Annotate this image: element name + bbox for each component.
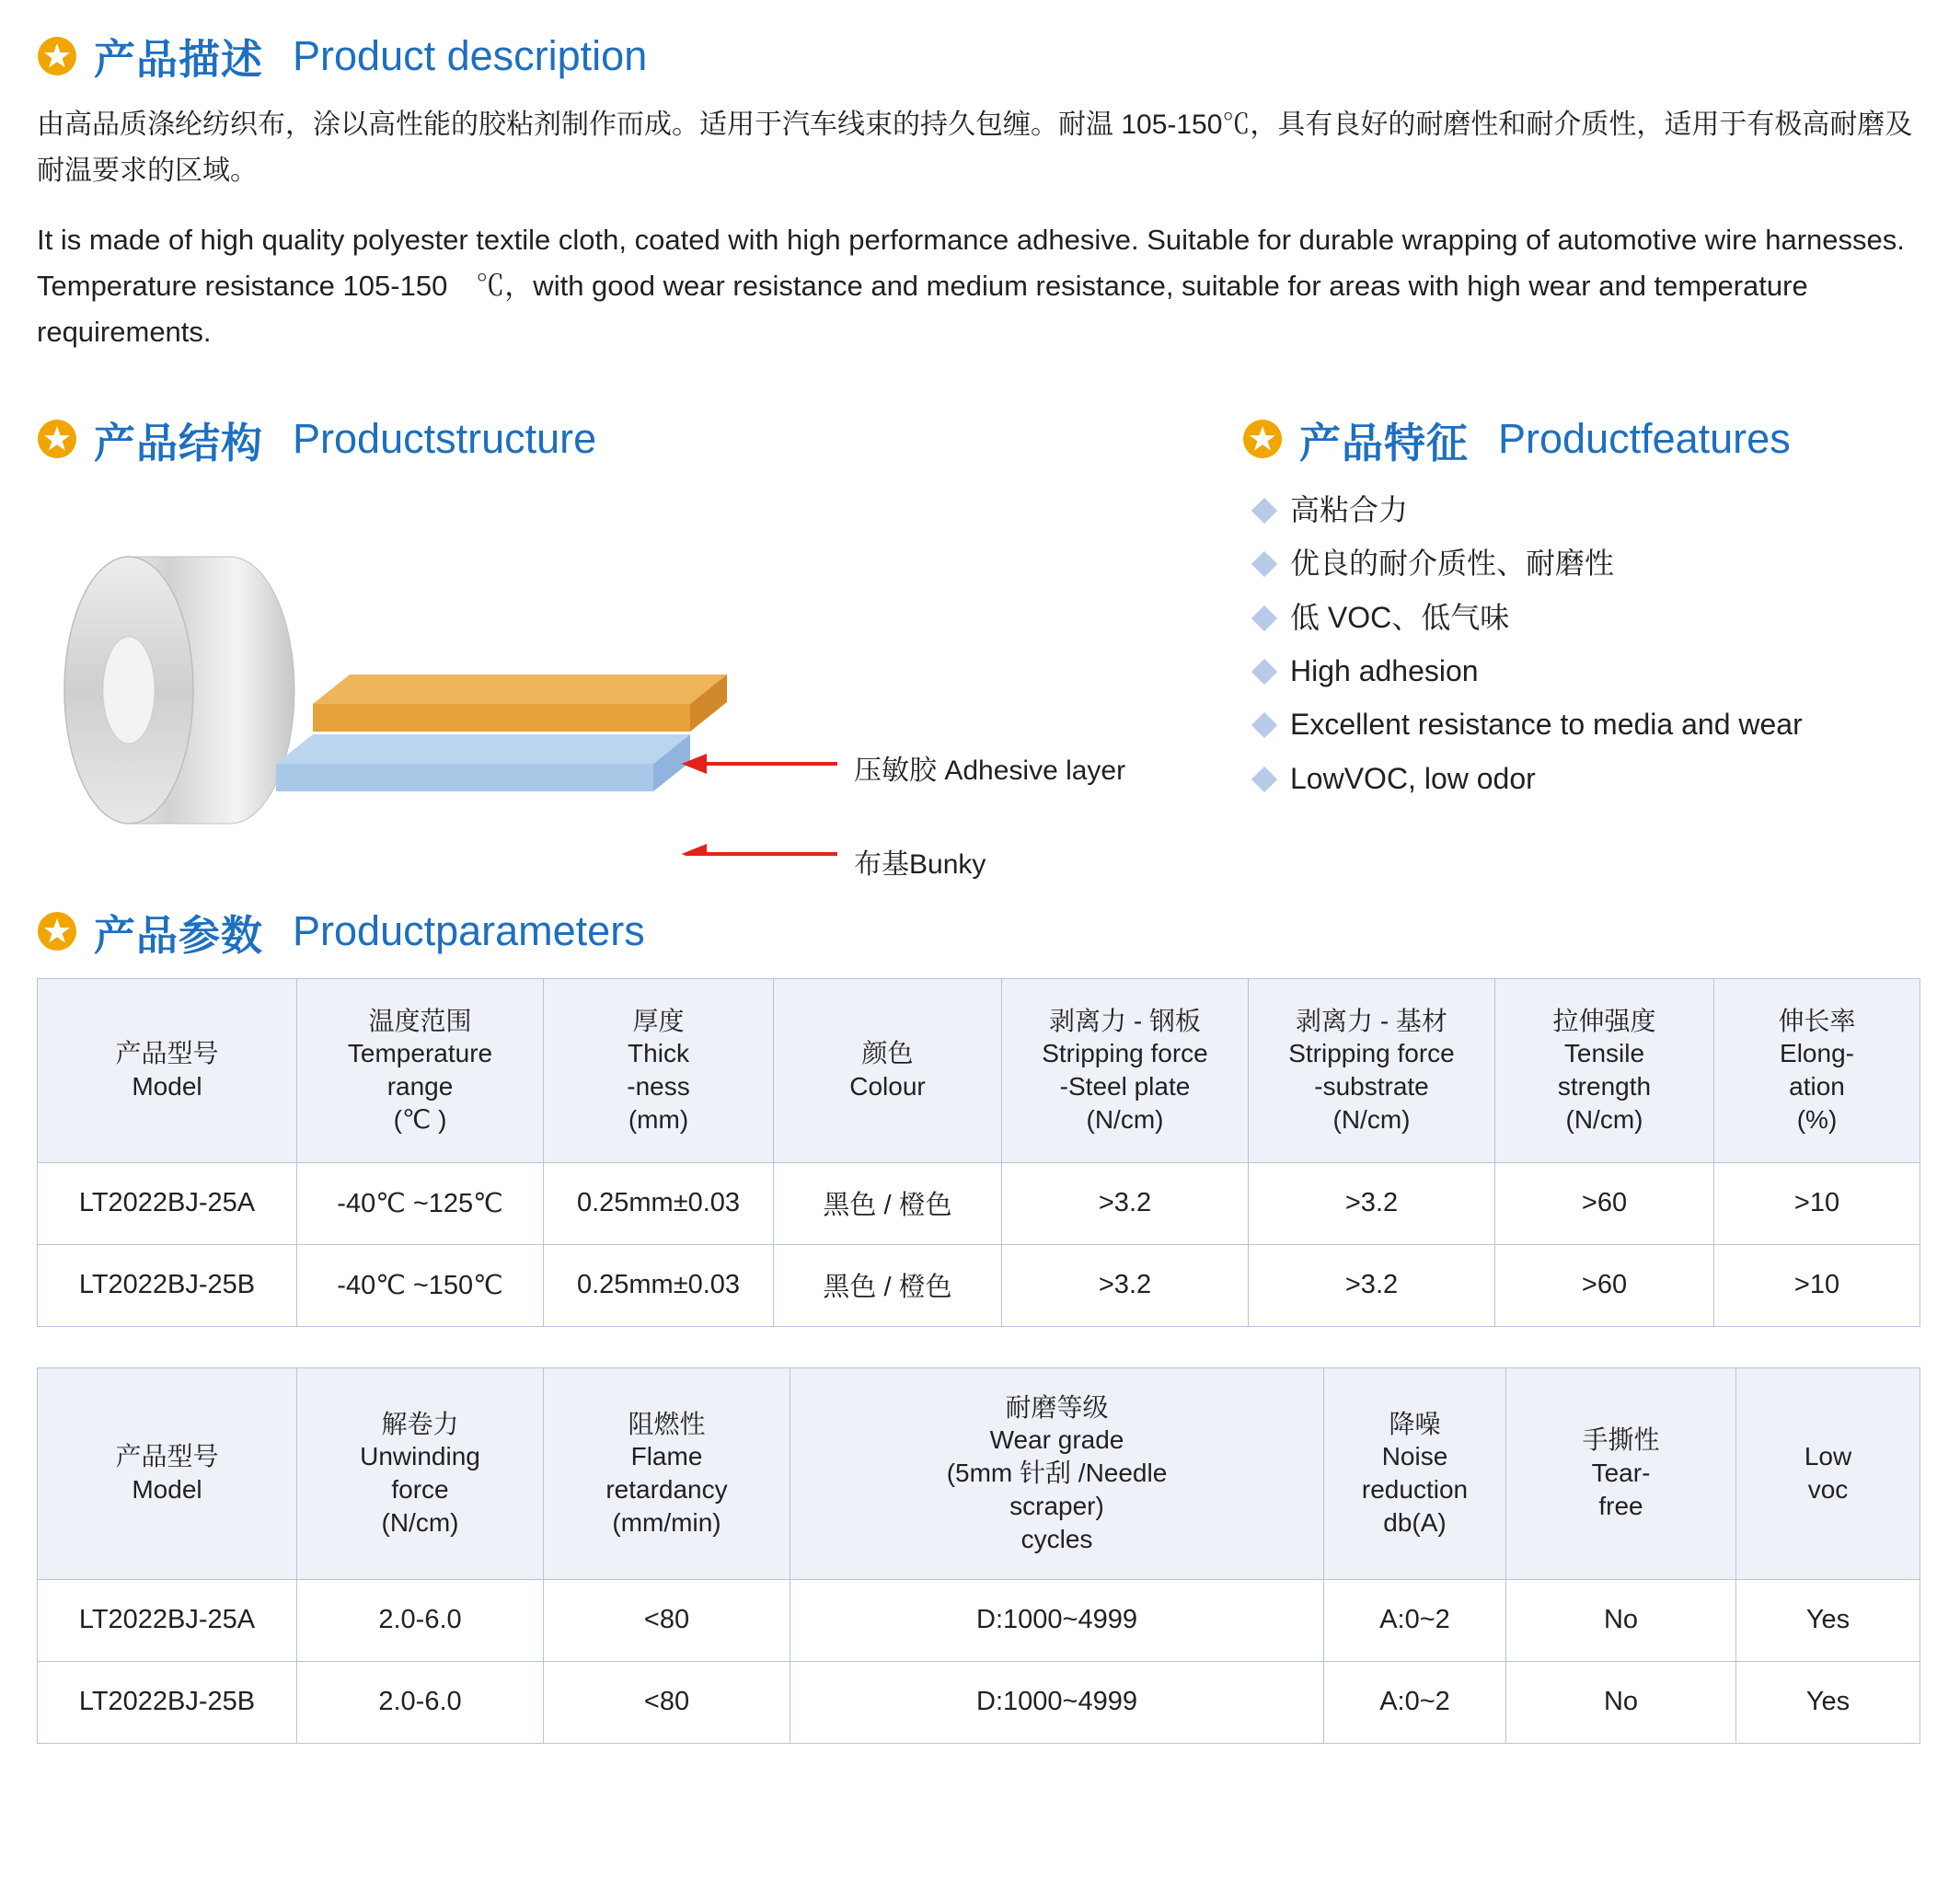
structure-column <box>37 409 1215 880</box>
table-cell: >60 <box>1495 1162 1714 1244</box>
table-cell: >3.2 <box>1002 1162 1249 1244</box>
column-header: 解卷力 Unwinding force (N/cm) <box>297 1367 544 1579</box>
structure-illustration <box>37 488 1215 880</box>
section-title-cn: 产品参数 <box>94 911 264 959</box>
table-cell: >60 <box>1495 1244 1714 1326</box>
diamond-bullet-icon <box>1251 659 1277 685</box>
column-header: 产品型号 Model <box>38 978 297 1162</box>
star-icon <box>37 36 77 76</box>
column-header: 耐磨等级 Wear grade (5mm 针刮 /Needle scraper) cycles <box>790 1367 1324 1579</box>
table-cell: <80 <box>544 1579 790 1661</box>
table-cell: LT2022BJ-25B <box>38 1244 297 1326</box>
table-cell: >3.2 <box>1249 1162 1495 1244</box>
section-title-en: Productfeatures <box>1498 415 1791 463</box>
table-cell: 2.0-6.0 <box>297 1579 544 1661</box>
section-header-description <box>37 26 1923 86</box>
diamond-bullet-icon <box>1251 498 1277 524</box>
feature-text: LowVOC, low odor <box>1290 761 1536 795</box>
table-cell: >3.2 <box>1249 1244 1495 1326</box>
feature-text: 优良的耐介质性、耐磨性 <box>1290 547 1615 581</box>
table-cell: D:1000~4999 <box>790 1579 1324 1661</box>
list-item <box>1255 651 1923 692</box>
feature-text: 高粘合力 <box>1290 492 1409 526</box>
section-header-parameters <box>37 902 1923 962</box>
feature-text: Excellent resistance to media and wear <box>1290 708 1803 742</box>
list-item <box>1255 597 1923 639</box>
column-header: 产品型号 Model <box>38 1367 297 1579</box>
section-title-en: Productparameters <box>293 907 645 955</box>
table-cell: <80 <box>544 1661 790 1743</box>
column-header: 阻燃性 Flame retardancy (mm/min) <box>544 1367 790 1579</box>
column-header: 伸长率 Elong- ation (%) <box>1714 978 1920 1162</box>
diamond-bullet-icon <box>1251 767 1277 792</box>
table-cell: No <box>1506 1661 1736 1743</box>
table-cell: 黑色 / 橙色 <box>774 1244 1002 1326</box>
description-text-cn: 由高品质涤纶纺织布，涂以高性能的胶粘剂制作而成。适用于汽车线束的持久包缠。耐温 105-150℃，具有良好的耐磨性和耐介质性，适用于有极高耐磨及耐温要求的区域。 <box>37 110 1913 186</box>
table-cell: A:0~2 <box>1324 1579 1506 1661</box>
table-header-row <box>38 1367 1920 1579</box>
diamond-bullet-icon <box>1251 605 1277 630</box>
column-header: 剥离力 - 钢板 Stripping force -Steel plate (N/cm) <box>1002 978 1249 1162</box>
table-cell: >10 <box>1714 1162 1920 1244</box>
table-cell: Yes <box>1736 1579 1920 1661</box>
table-cell: 0.25mm±0.03 <box>544 1162 774 1244</box>
table-cell: >10 <box>1714 1244 1920 1326</box>
section-title-en: Product description <box>293 31 648 79</box>
column-header: 剥离力 - 基材 Stripping force -substrate (N/cm) <box>1249 978 1495 1162</box>
column-header: 温度范围 Temperature range (℃ ) <box>297 978 544 1162</box>
section-title-cn: 产品描述 <box>94 36 264 83</box>
table-cell: 黑色 / 橙色 <box>774 1162 1002 1244</box>
table-cell: >3.2 <box>1002 1244 1249 1326</box>
table-cell: -40℃ ~125℃ <box>297 1162 544 1244</box>
table-cell: 2.0-6.0 <box>297 1661 544 1743</box>
diamond-bullet-icon <box>1251 712 1277 738</box>
list-item <box>1255 704 1923 745</box>
table-row <box>38 1661 1920 1743</box>
table-cell: -40℃ ~150℃ <box>297 1244 544 1326</box>
feature-text: High adhesion <box>1290 653 1479 687</box>
column-header: 手撕性 Tear- free <box>1506 1367 1736 1579</box>
structure-features-row <box>37 409 1923 880</box>
column-header: 拉伸强度 Tensile strength (N/cm) <box>1495 978 1714 1162</box>
column-header: Low voc <box>1736 1367 1920 1579</box>
column-header: 降噪 Noise reduction db(A) <box>1324 1367 1506 1579</box>
table-cell: A:0~2 <box>1324 1661 1506 1743</box>
star-icon <box>37 419 77 459</box>
features-column <box>1215 409 1923 813</box>
label-adhesive-layer: 压敏胶 Adhesive layer <box>854 755 1126 786</box>
column-header: 颜色 Colour <box>774 978 1002 1162</box>
table-cell: LT2022BJ-25B <box>38 1661 297 1743</box>
list-item <box>1255 543 1923 584</box>
parameters-table-2 <box>37 1367 1920 1744</box>
diamond-bullet-icon <box>1251 551 1277 577</box>
star-icon <box>1242 419 1283 459</box>
table-row <box>38 1579 1920 1661</box>
section-title-cn: 产品特征 <box>1299 419 1470 467</box>
column-header: 厚度 Thick -ness (mm) <box>544 978 774 1162</box>
table-cell: Yes <box>1736 1661 1920 1743</box>
section-header-features <box>1242 409 1923 469</box>
table-spacer <box>37 1327 1923 1358</box>
section-title-cn: 产品结构 <box>94 419 264 467</box>
star-icon <box>37 911 77 952</box>
table-cell: D:1000~4999 <box>790 1661 1324 1743</box>
section-title-en: Productstructure <box>293 415 597 463</box>
features-list <box>1255 490 1923 801</box>
table-cell: 0.25mm±0.03 <box>544 1244 774 1326</box>
list-item <box>1255 490 1923 531</box>
parameters-table-1 <box>37 978 1920 1327</box>
label-backing-layer: 布基Bunky <box>854 848 986 880</box>
table-cell: No <box>1506 1579 1736 1661</box>
feature-text: 低 VOC、低气味 <box>1290 600 1510 634</box>
description-text-en: It is made of high quality polyester textile cloth, coated with high performance adhesive. Suitable for durable wrapping of automotive wire harnesses. Temperature resistance 105-150 ℃，with good wear resistance and medium resistance, suitable for areas with high wear and temperature requirements. <box>37 224 1905 349</box>
table-cell: LT2022BJ-25A <box>38 1579 297 1661</box>
table-header-row <box>38 978 1920 1162</box>
table-cell: LT2022BJ-25A <box>38 1162 297 1244</box>
section-header-structure <box>37 409 1215 469</box>
table-row <box>38 1162 1920 1244</box>
list-item <box>1255 758 1923 800</box>
table-row <box>38 1244 1920 1326</box>
tape-structure-diagram <box>46 488 1205 856</box>
